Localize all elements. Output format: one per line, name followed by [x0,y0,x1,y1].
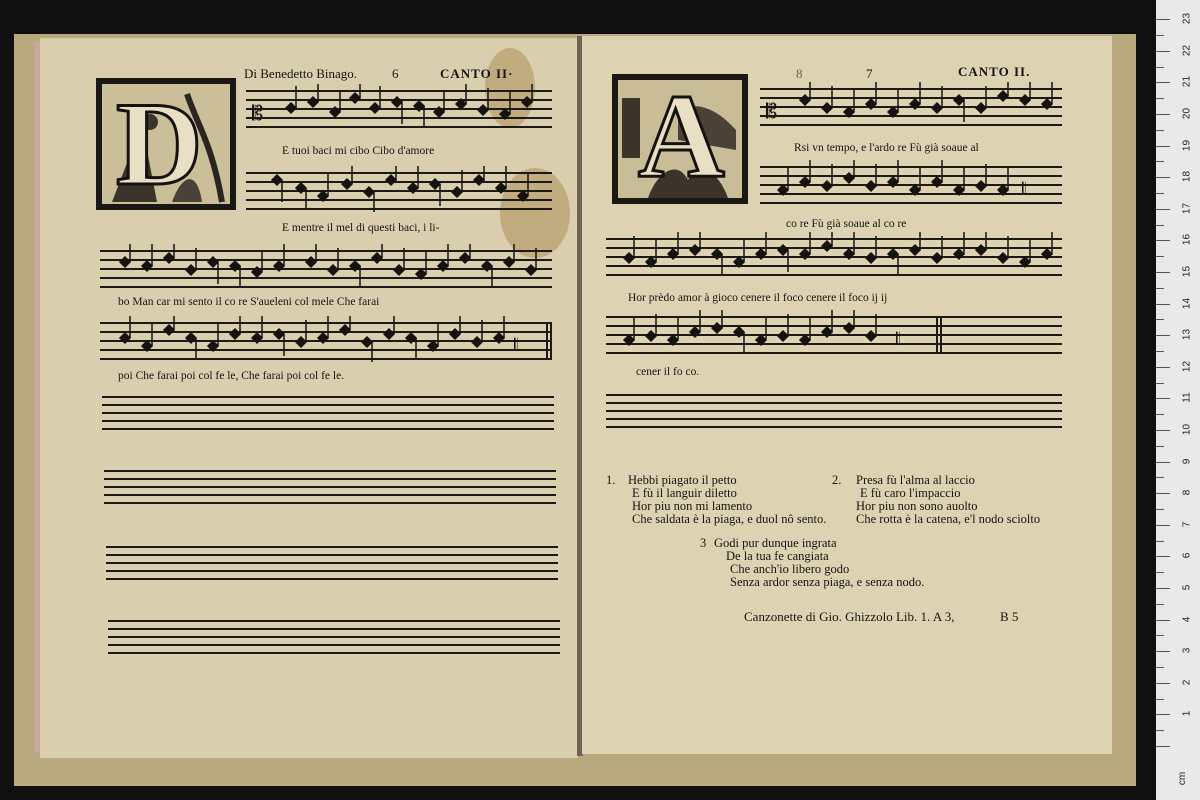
ruler-tick [1156,604,1164,605]
ruler-number: 9 [1181,458,1193,464]
running-head: Di Benedetto Binago. [244,66,358,81]
music-notes [760,160,1062,210]
music-staff [100,250,552,288]
ruler-tick [1156,556,1170,557]
ruler-number: 11 [1181,392,1193,404]
lyric-line: E tuoi baci mi cibo Cibo d'amore [282,145,435,157]
stanza-number: 3 [700,536,707,550]
ruler-number: 13 [1181,329,1193,341]
verse-line: E fù il languir diletto [632,486,737,500]
lyric-line: E mentre il mel di questi baci, i li- [282,222,440,234]
stanza-3 [714,537,924,589]
page-number: 6 [392,66,399,81]
ruler-number: 21 [1181,76,1193,88]
ruler-tick [1156,683,1170,684]
lyric-line: bo Man car mi sento il co re S'aueleni col mele Che farai [118,296,380,308]
ruler-tick [1156,193,1164,194]
ruler-number: 12 [1181,360,1193,372]
ruler-tick [1156,98,1164,99]
ruler-tick [1156,35,1164,36]
initial-letter: D [116,84,203,204]
ruler-tick [1156,304,1170,305]
svg-text:𝄡: 𝄡 [252,103,264,125]
verse-line: Hor piu non mi lamento [632,499,753,513]
svg-text:𝄃: 𝄃 [896,331,900,348]
ruler-tick [1156,351,1164,352]
ruler-number: 2 [1181,679,1193,686]
svg-text:𝄃: 𝄃 [514,337,518,354]
section-title: CANTO II. [958,64,1031,79]
music-notes [100,244,552,294]
empty-staff [102,396,554,432]
lyric-line: co re Fù già soaue al co re [786,218,907,230]
music-staff [760,88,1062,126]
ruler-tick [1156,525,1170,526]
lyric-line: cener il fo co. [636,366,700,378]
ruler-tick [1156,651,1170,652]
verse-line: E fù caro l'impaccio [860,486,961,500]
music-staff [606,316,1062,354]
scale-ruler [1156,0,1200,800]
ruler-tick [1156,19,1170,20]
decorated-initial [612,74,748,204]
ruler-tick [1156,82,1170,83]
ruler-number: 4 [1181,616,1193,622]
ruler-number: 17 [1181,202,1193,214]
empty-staff [108,620,560,656]
music-notes [246,84,552,134]
ruler-tick [1156,572,1164,573]
ruler-tick [1156,146,1170,147]
music-staff [246,90,552,128]
ruler-tick [1156,272,1170,273]
verse-line: Presa fù l'alma al laccio [856,473,975,487]
ruler-tick [1156,493,1170,494]
ruler-tick [1156,398,1170,399]
music-staff [246,172,552,210]
empty-staff [606,394,1062,430]
signature-mark: B 5 [1000,609,1019,624]
woodcut-illustration [618,80,742,198]
verse-line: Che anch'io libero godo [730,562,850,576]
ruler-tick [1156,209,1170,210]
ruler-tick [1156,714,1170,715]
verse-line: Che rotta è la catena, e'l nodo sciolto [856,512,1041,526]
ruler-tick [1156,477,1164,478]
ruler-tick [1156,288,1164,289]
ruler-tick [1156,746,1170,747]
ruler-tick [1156,114,1170,115]
ruler-tick [1156,130,1164,131]
ruler-tick [1156,161,1164,162]
ruler-number: 14 [1181,297,1193,309]
ruler-tick [1156,225,1164,226]
ruler-number: 10 [1181,423,1193,436]
verse-line: De la tua fe cangiata [726,549,829,563]
verse-line: Godi pur dunque ingrata [714,536,837,550]
ruler-tick [1156,383,1164,384]
music-notes [760,82,1062,132]
verse-line: Senza ardor senza piaga, e senza nodo. [730,575,925,589]
ruler-number: 20 [1181,107,1193,120]
empty-staff [104,470,556,506]
music-staff [606,238,1062,276]
verse-line: Che saldata è la piaga, e duol nô sento. [632,512,827,526]
ruler-tick [1156,699,1164,700]
ruler-number: 19 [1181,139,1193,151]
ruler-tick [1156,430,1170,431]
ruler-tick [1156,240,1170,241]
ruler-number: 8 [1181,489,1193,496]
verse-line: Hor piu non sono auolto [856,499,978,513]
ruler-number: 16 [1181,234,1193,246]
ruler-tick [1156,588,1170,589]
stanza-1 [628,474,826,526]
ruler-number: 7 [1181,521,1193,528]
woodcut-illustration [102,84,230,204]
ruler-tick [1156,177,1170,178]
music-notes [246,166,552,216]
lyric-line: Rsi vn tempo, e l'ardo re Fù già soaue al [794,142,979,154]
ruler-tick [1156,446,1164,447]
stanza-number: 2. [832,473,842,487]
ruler-number: 22 [1181,44,1193,56]
ruler-tick [1156,730,1164,731]
stanza-number: 1. [606,473,616,487]
ruler-tick [1156,667,1164,668]
ruler-number: 18 [1181,171,1193,183]
ruler-tick [1156,541,1164,542]
section-title: CANTO II· [440,66,514,81]
verse-line: Hebbi piagato il petto [628,473,737,487]
ruler-tick [1156,51,1170,52]
music-staff [100,322,552,360]
music-notes [606,310,1062,360]
ruler-number: 23 [1181,13,1193,25]
ruler-tick [1156,335,1170,336]
music-notes [100,316,552,366]
ruler-tick [1156,67,1164,68]
initial-letter: A [638,80,725,198]
page-number: 7 [866,66,873,81]
lyric-line: Hor prèdo amor à gioco cenere il foco cenere il foco ij ij [628,292,888,304]
ruler-number: 15 [1181,265,1193,278]
ruler-tick [1156,256,1164,257]
music-notes [606,232,1062,282]
ruler-tick [1156,367,1170,368]
music-staff [760,166,1062,204]
svg-text:𝄃: 𝄃 [1022,181,1026,198]
decorated-initial [96,78,236,210]
ruler-tick [1156,319,1164,320]
ruler-number: 6 [1181,553,1193,559]
ruler-number: 1 [1181,711,1193,717]
empty-staff [106,546,558,582]
svg-text:𝄡: 𝄡 [766,101,778,123]
footer-credit: Canzonette di Gio. Ghizzolo Lib. 1. A 3, [744,609,955,624]
faint-page-number: 8 [796,66,803,81]
lyric-line: poi Che farai poi col fe le, Che farai poi col fe le. [118,370,345,382]
ruler-tick [1156,620,1170,621]
ruler-number: 5 [1181,584,1193,591]
ruler-tick [1156,635,1164,636]
stanza-2 [856,474,1040,526]
ruler-tick [1156,509,1164,510]
ruler-tick [1156,414,1164,415]
ruler-tick [1156,462,1170,463]
ruler-unit: cm [1177,771,1189,786]
ruler-number: 3 [1181,647,1193,654]
